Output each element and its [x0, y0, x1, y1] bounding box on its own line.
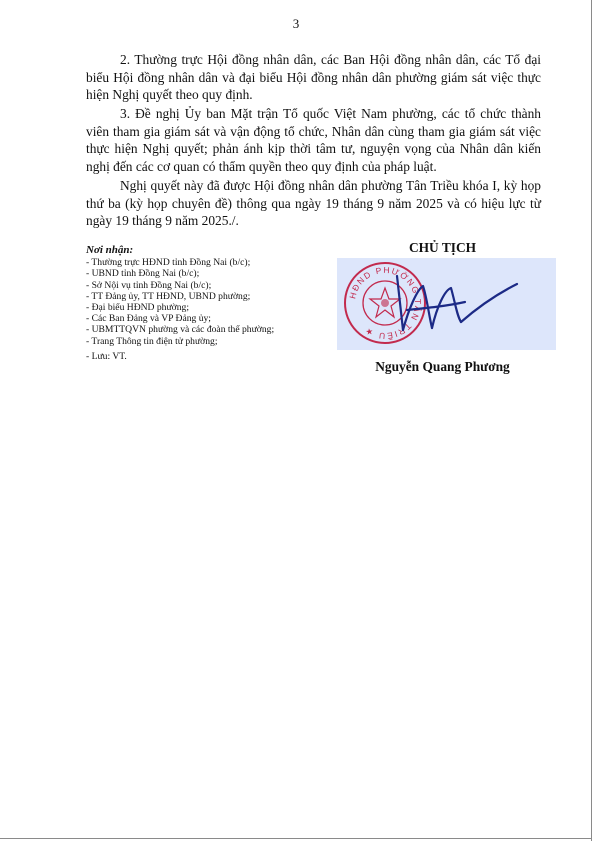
recipient-item: - TT Đảng ủy, TT HĐND, UBND phường; — [86, 290, 251, 302]
page-edge-right — [591, 0, 592, 841]
recipient-item: - Đại biểu HĐND phường; — [86, 302, 189, 314]
page-number: 3 — [292, 16, 300, 31]
recipient-item: - UBND tỉnh Đồng Nai (b/c); — [86, 268, 200, 280]
paragraph-front-committee: 3. Đề nghị Ủy ban Mặt trận Tổ quốc Việt Nam phường, các tổ chức thành viên tham gia giám sát và vận động tổ chức, Nhân dân cùng tham gia giám sát việc thực hiện Nghị quyết; phản ánh kịp thời tâm tư, nguyện vọng của Nhân dân kiến nghị đến các cơ quan có thẩm quyền theo quy định của pháp luật. — [86, 106, 541, 174]
recipients-heading: Nơi nhận: — [86, 244, 134, 256]
signature-area — [337, 258, 556, 350]
recipient-item: - Trang Thông tin điện tử phường; — [86, 335, 218, 347]
paragraph-effective-date: Nghị quyết này đã được Hội đồng nhân dân phường Tân Triều khóa I, kỳ họp thứ ba (kỳ họp chuyên đề) thông qua ngày 19 tháng 9 năm 2025 và có hiệu lực từ ngày 19 tháng 9 năm 2025./. — [86, 177, 541, 229]
resolution-body — [86, 51, 541, 231]
official-seal-and-signature — [337, 258, 556, 350]
svg-text:HĐND PHƯỜNG TÂN TRIỀU ★: HĐND PHƯỜNG TÂN TRIỀU ★ — [347, 264, 424, 342]
page-edge-bottom — [0, 838, 592, 839]
signer-name: Nguyễn Quang Phương — [375, 359, 510, 374]
recipient-item: - Lưu: VT. — [86, 350, 127, 362]
recipients-block — [86, 245, 346, 362]
recipient-item: - Các Ban Đảng và VP Đảng ủy; — [86, 313, 211, 325]
recipient-item: - Thường trực HĐND tỉnh Đồng Nai (b/c); — [86, 257, 251, 269]
recipients-list — [86, 257, 346, 362]
recipient-item: - Sở Nội vụ tỉnh Đồng Nai (b/c); — [86, 279, 212, 291]
recipient-item: - UBMTTQVN phường và các đoàn thể phường; — [86, 324, 275, 336]
signer-title: CHỦ TỊCH — [408, 240, 477, 255]
paragraph-supervision: 2. Thường trực Hội đồng nhân dân, các Ban Hội đồng nhân dân, các Tổ đại biểu Hội đồng nhân dân và đại biểu Hội đồng nhân dân phường giám sát việc thực hiện Nghị quyết theo quy định. — [86, 52, 541, 103]
